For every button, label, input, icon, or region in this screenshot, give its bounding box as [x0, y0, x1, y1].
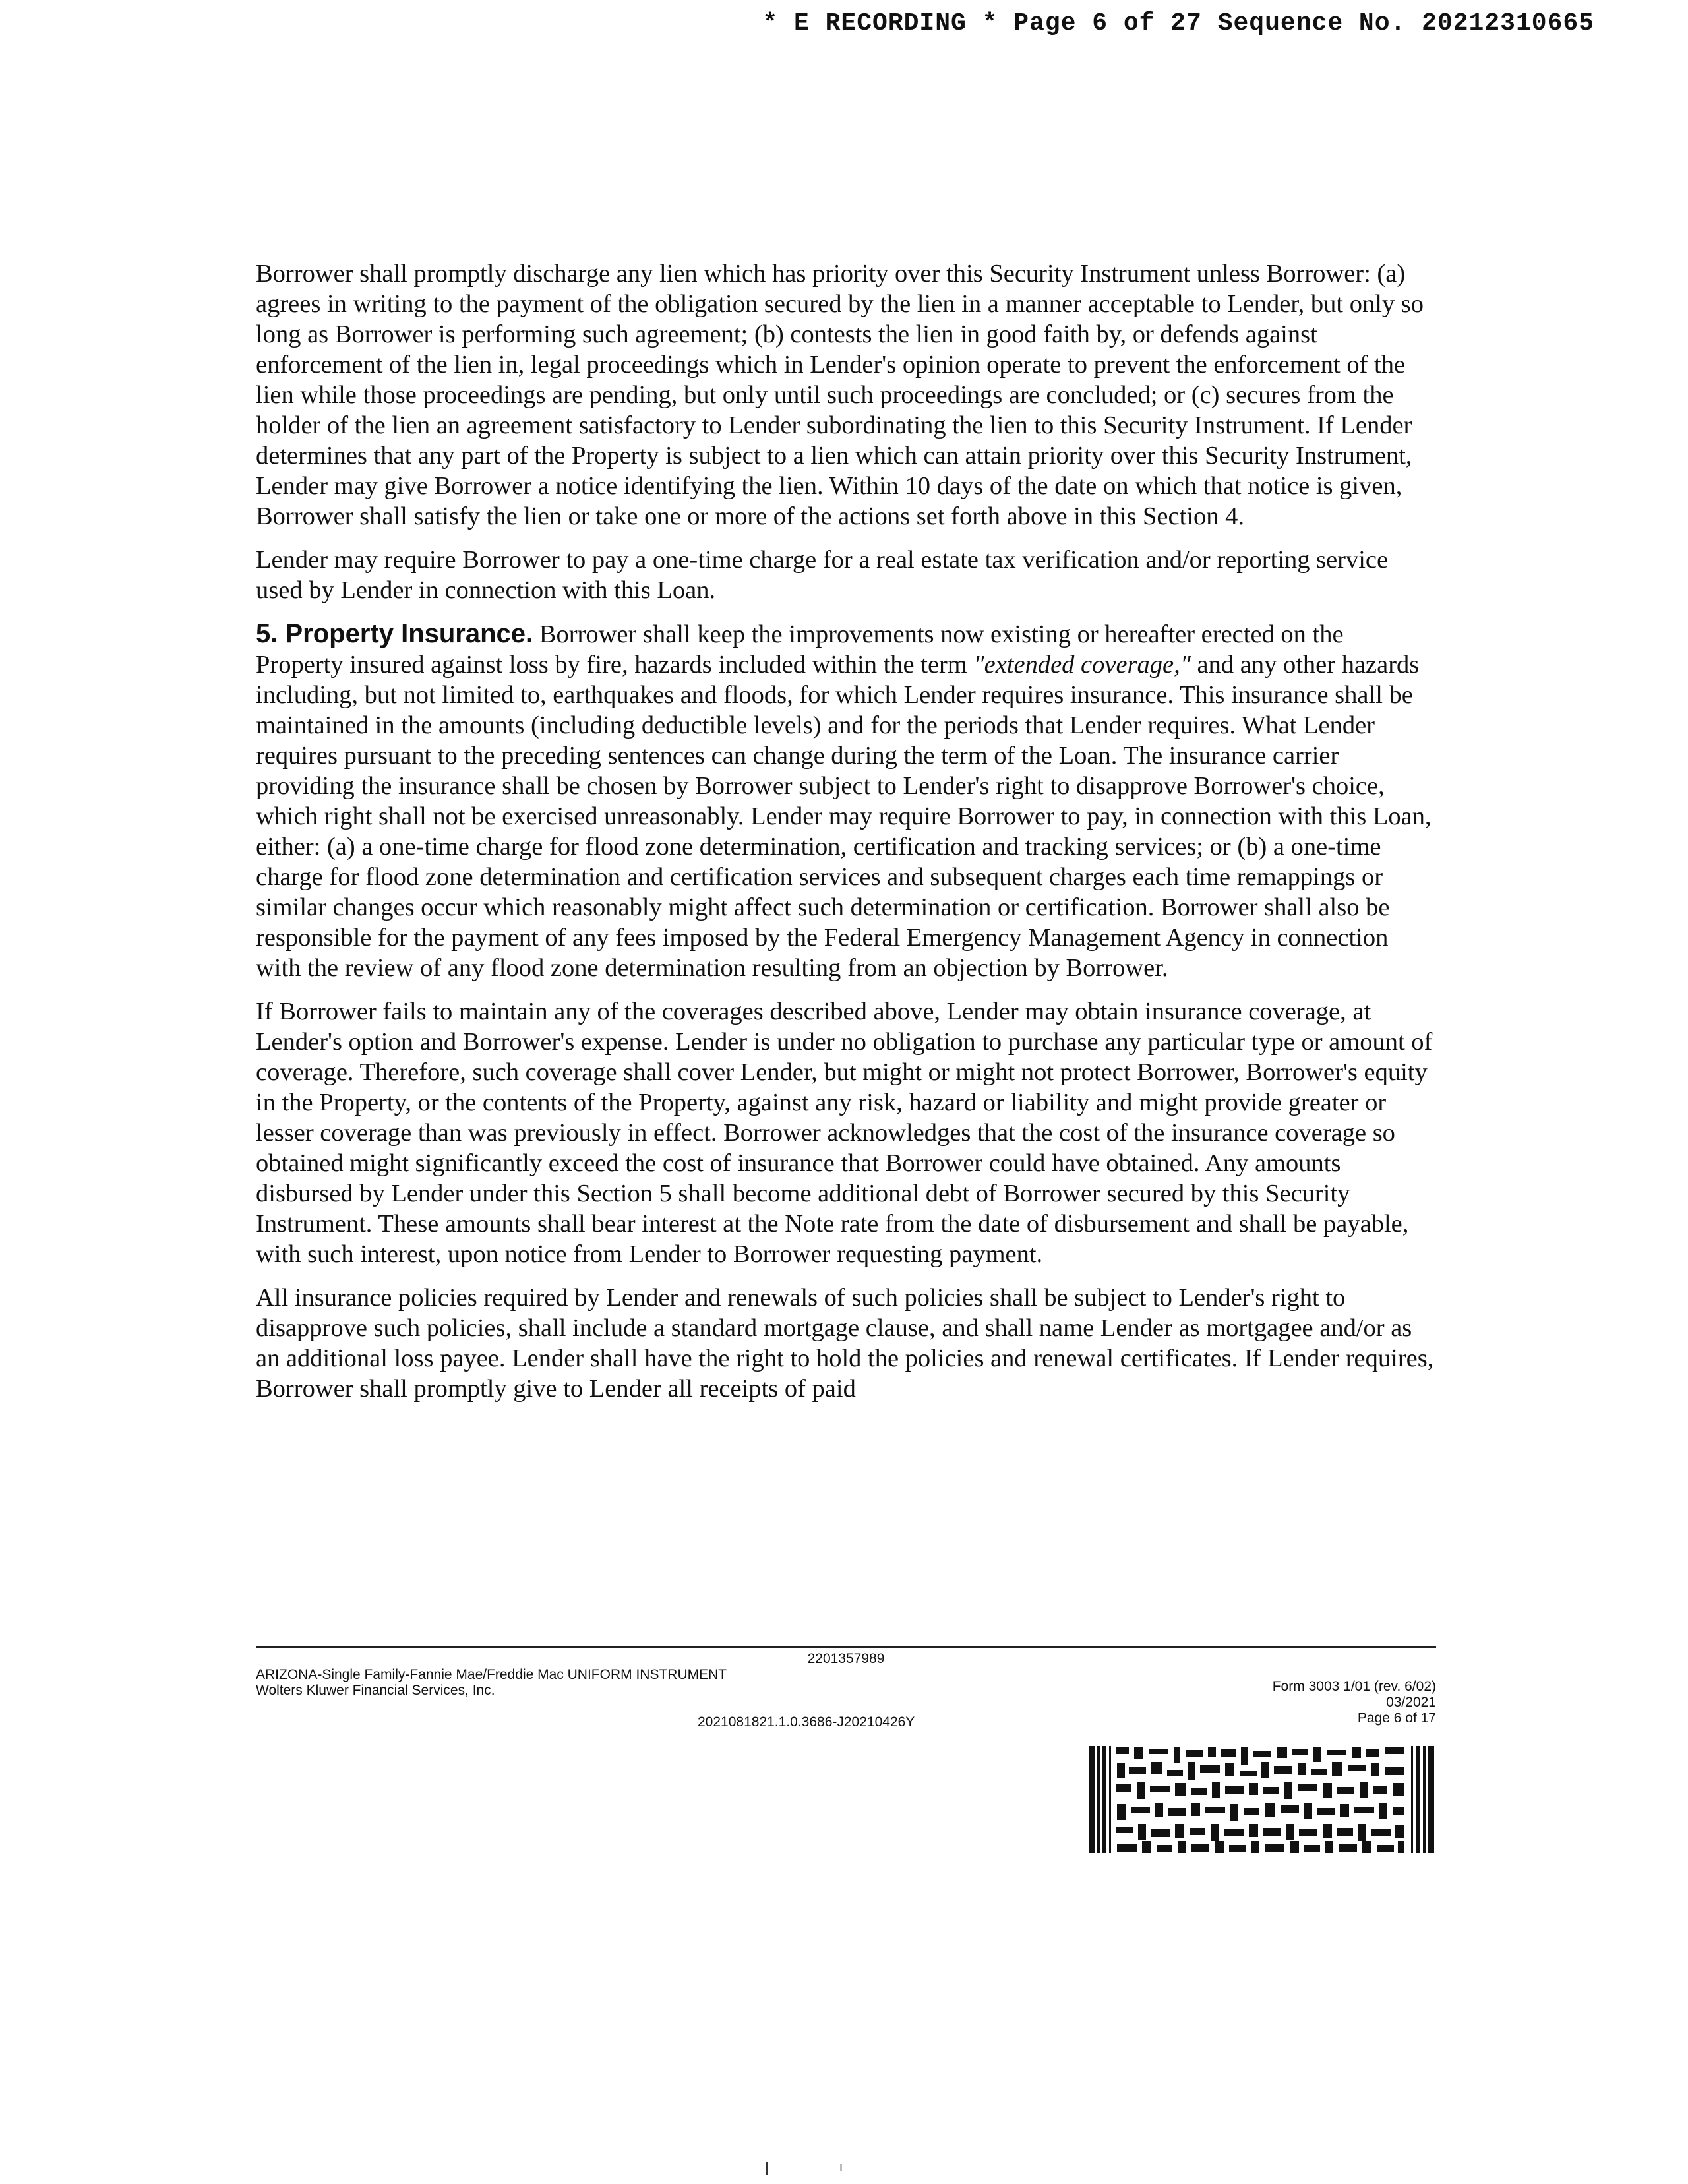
section-5-heading: 5. Property Insurance.: [256, 619, 533, 648]
instrument-info: [256, 1667, 727, 1699]
form-date: 03/2021: [1386, 1695, 1436, 1710]
scan-mark: [766, 2162, 768, 2175]
footer-divider: [256, 1646, 1436, 1648]
paragraph-coverage-failure: If Borrower fails to maintain any of the coverages described above, Lender may obtain insurance coverage, at Lender's option and Borrower's expense. Lender is under no obligation to purchase any particular type or amount of coverage. Therefore, such coverage shall cover Lender, but might or might not protect Borrower, Borrower's equity in the Property, or the contents of the Property, against any risk, hazard or liability and might provide greater or lesser coverage than was previously in effect. Borrower acknowledges that the cost of the insurance coverage so obtained might significantly exceed the cost of insurance that Borrower could have obtained. Any amounts disbursed by Lender under this Section 5 shall become additional debt of Borrower secured by this Security Instrument. These amounts shall bear interest at the Note rate from the date of disbursement and shall be payable, with such interest, upon notice from Lender to Borrower requesting payment.: [256, 998, 1433, 1268]
loan-number: 2201357989: [807, 1651, 885, 1666]
form-number: Form 3003 1/01 (rev. 6/02): [1272, 1679, 1436, 1694]
paragraph-lien: Borrower shall promptly discharge any lien which has priority over this Security Instrument unless Borrower: (a) agrees in writing to the payment of the obligation secured by the lien in a manner acceptable to Lender, but only so long as Borrower is performing such agreement; (b) contests the lien in good faith by, or defends against enforcement of the lien in, legal proceedings which in Lender's opinion operate to prevent the enforcement of the lien while those proceedings are pending, but only until such proceedings are concluded; or (c) secures from the holder of the lien an agreement satisfactory to Lender subordinating the lien to this Security Instrument. If Lender determines that any part of the Property is subject to a lien which can attain priority over this Security Instrument, Lender may give Borrower a notice identifying the lien. Within 10 days of the date on which that notice is given, Borrower shall satisfy the lien or take one or more of the actions set forth above in this Section 4.: [256, 260, 1424, 530]
insurance-text-part2: and any other hazards including, but not limited to, earthquakes and floods, for which Lender requires insurance. This insurance shall be maintained in the amounts (including deductible levels) and for the periods that Lender requires. What Lender requires pursuant to the preceding sentences can change during the term of the Loan. The insurance carrier providing the insurance shall be chosen by Borrower subject to Lender's right to disapprove Borrower's choice, which right shall not be exercised unreasonably. Lender may require Borrower to pay, in connection with this Loan, either: (a) a one-time charge for flood zone determination, certification and tracking services; or (b) a one-time charge for flood zone determination and certification services and subsequent charges each time remappings or similar changes occur which reasonably might affect such determination or certification. Borrower shall also be responsible for the payment of any fees imposed by the Federal Emergency Management Agency in connection with the review of any flood zone determination resulting from an objection by Borrower.: [256, 651, 1432, 982]
scan-dot: [840, 2164, 842, 2171]
document-code: 2021081821.1.0.3686-J20210426Y: [698, 1714, 915, 1730]
recording-header: * E RECORDING * Page 6 of 27 Sequence No. 20212310665: [762, 9, 1594, 38]
page-footer: [256, 1651, 1436, 1730]
paragraph-property-insurance: [256, 619, 1436, 983]
insurance-text-part1: Borrower shall keep the improvements now existing or hereafter erected on the Property insured against loss by fire, hazards included within the term: [256, 621, 1344, 679]
paragraph-tax-verification: Lender may require Borrower to pay a one-time charge for a real estate tax verification and/or reporting service used by Lender in connection with this Loan.: [256, 546, 1389, 604]
document-body: [256, 258, 1436, 1417]
instrument-title: ARIZONA-Single Family-Fannie Mae/Freddie Mac UNIFORM INSTRUMENT: [256, 1667, 727, 1682]
barcode-icon: [1088, 1745, 1436, 1854]
publisher: Wolters Kluwer Financial Services, Inc.: [256, 1683, 495, 1698]
page-number: Page 6 of 17: [1357, 1711, 1436, 1726]
form-info: [1273, 1679, 1436, 1726]
paragraph-insurance-policies: All insurance policies required by Lender and renewals of such policies shall be subject to Lender's right to disapprove such policies, shall include a standard mortgage clause, and shall name Lender as mortgagee and/or as an additional loss payee. Lender shall have the right to hold the policies and renewal certificates. If Lender requires, Borrower shall promptly give to Lender all receipts of paid: [256, 1284, 1434, 1403]
extended-coverage-term: "extended coverage,": [973, 651, 1191, 679]
